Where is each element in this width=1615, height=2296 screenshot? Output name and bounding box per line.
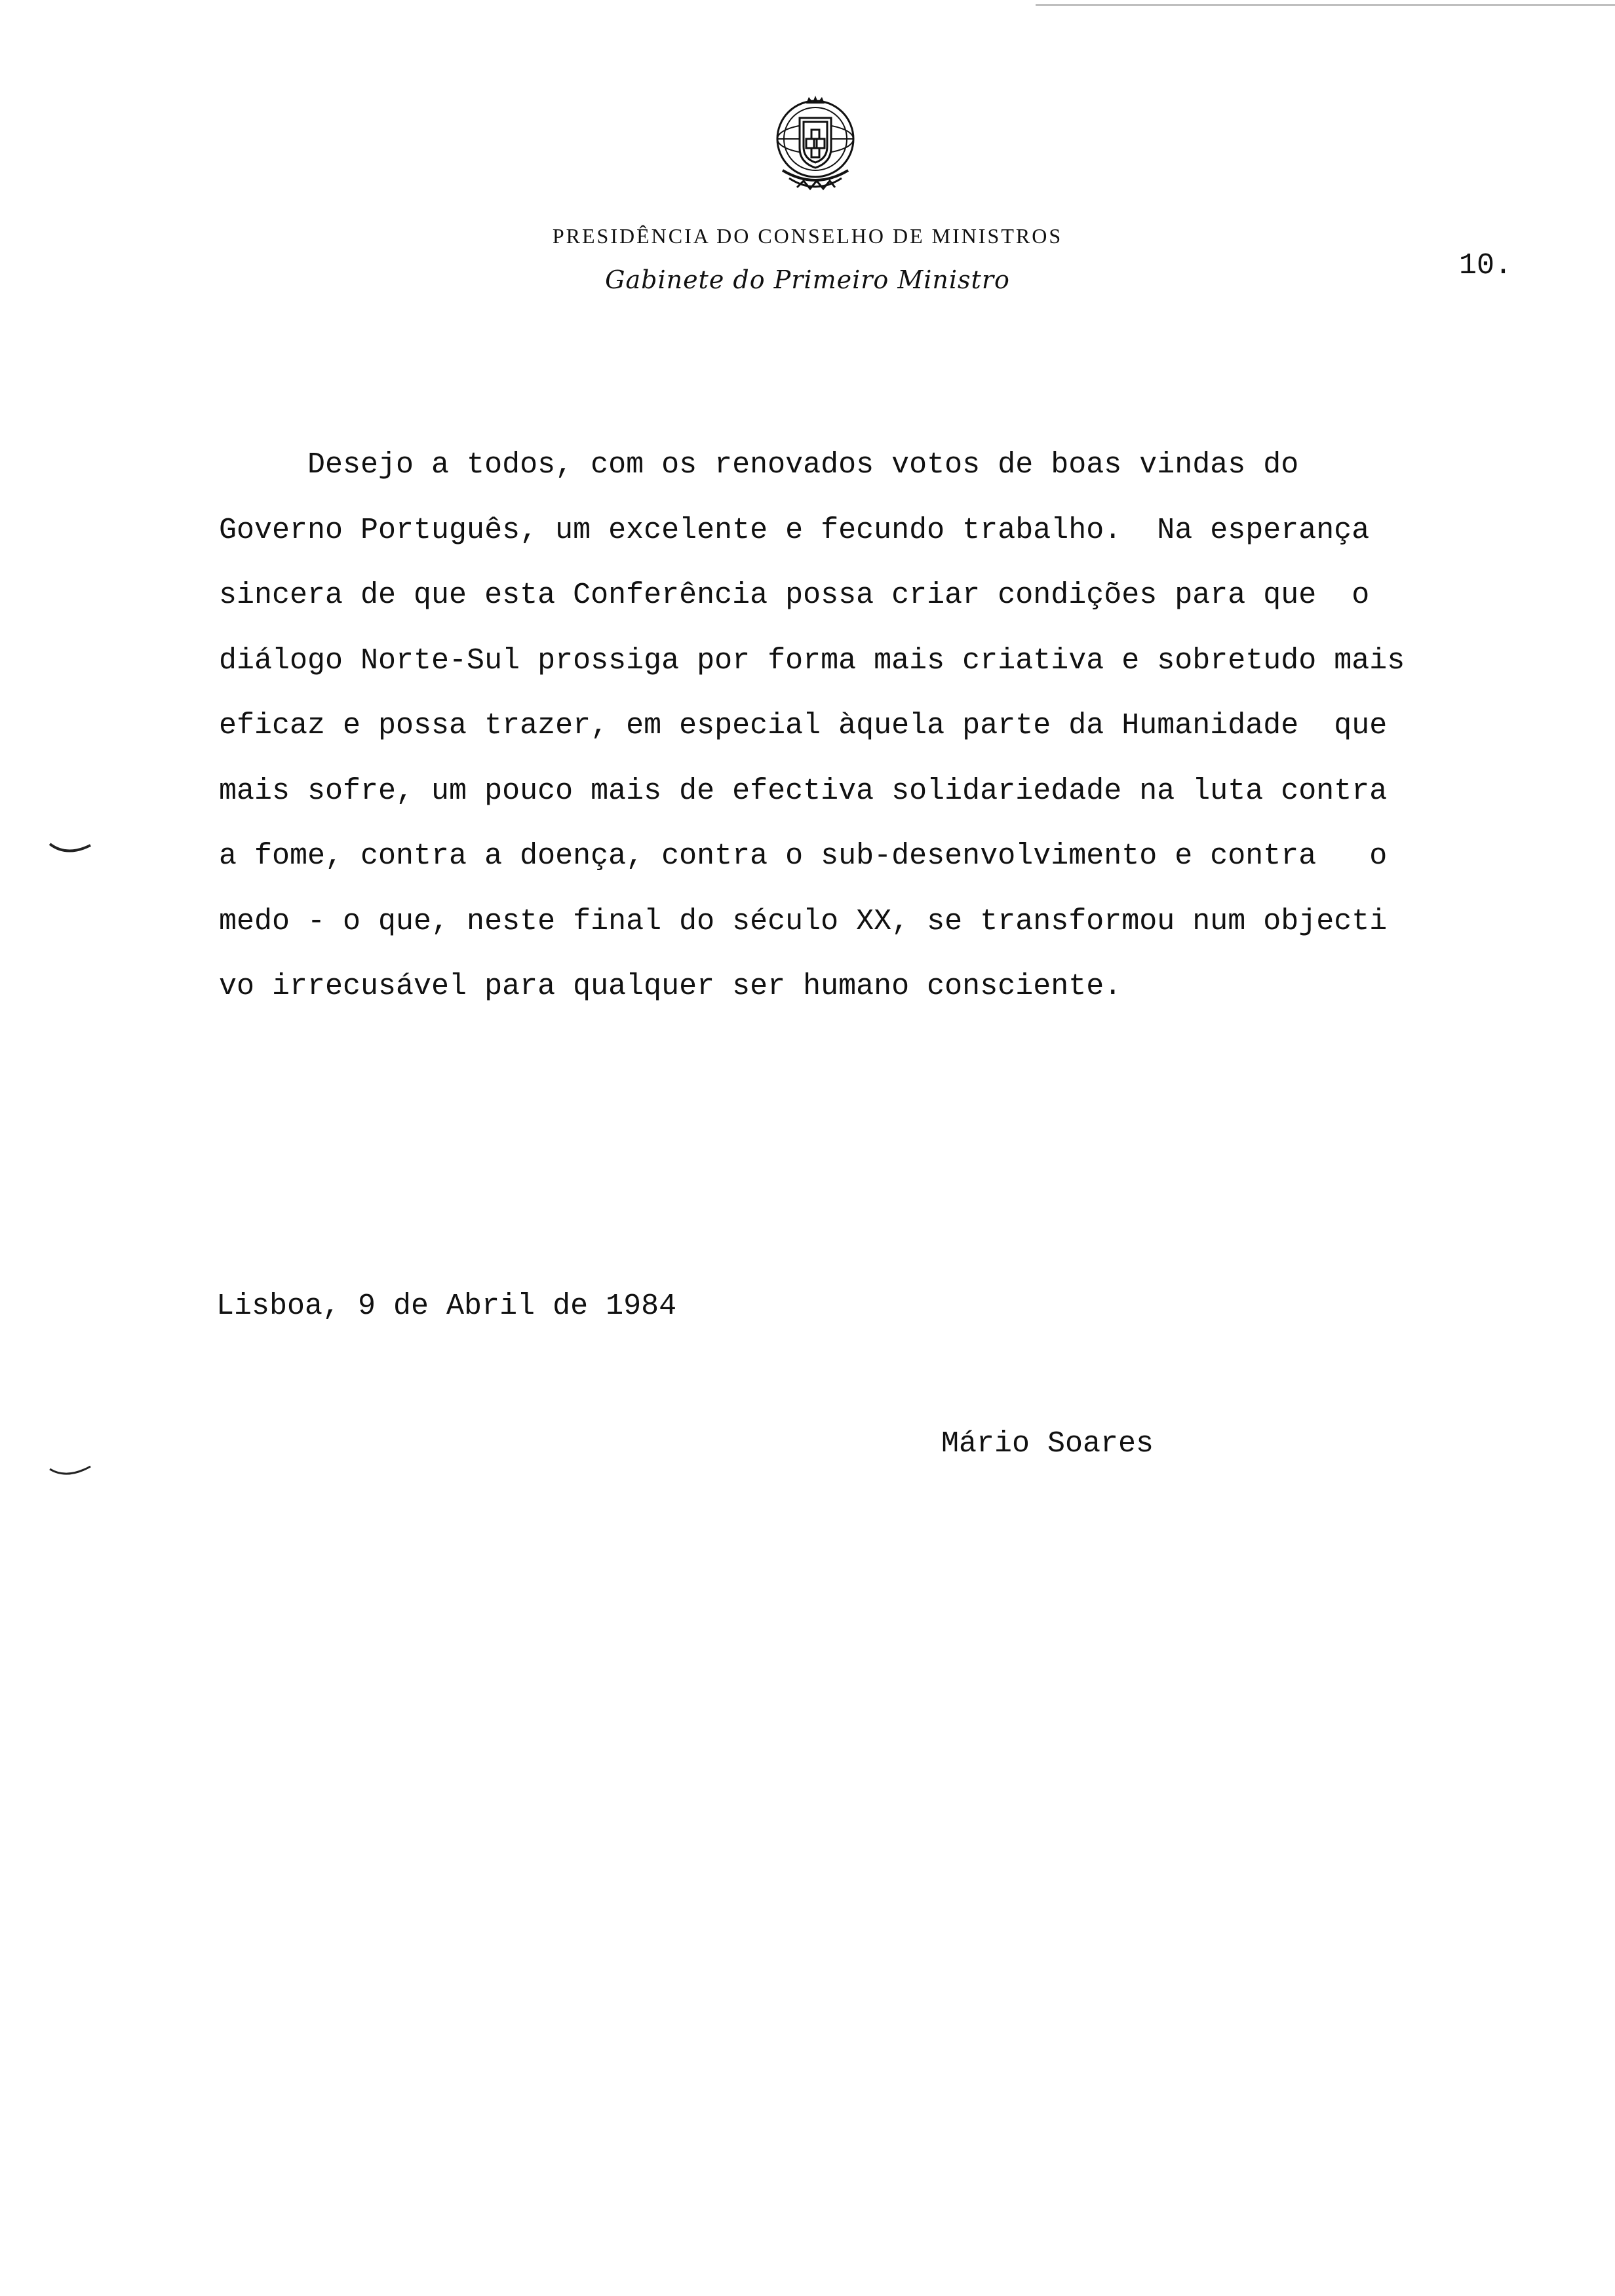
letterhead-subtitle: Gabinete do Primeiro Ministro	[605, 265, 1010, 294]
letterhead-title: PRESIDÊNCIA DO CONSELHO DE MINISTROS	[552, 224, 1063, 248]
body-line: Desejo a todos, com os renovados votos de boas vindas do	[219, 448, 1299, 482]
punch-hole-mark-icon	[47, 1463, 93, 1482]
date-line: Lisboa, 9 de Abril de 1984	[216, 1290, 677, 1323]
body-line: Governo Português, um excelente e fecundo trabalho. Na esperança	[219, 513, 1370, 547]
body-line: mais sofre, um pouco mais de efectiva solidariedade na luta contra	[219, 774, 1388, 808]
letter-body	[219, 442, 1405, 1029]
body-line: sincera de que esta Conferência possa criar condições para que o	[219, 579, 1370, 612]
body-line: diálogo Norte-Sul prossiga por forma mais criativa e sobretudo mais	[219, 643, 1405, 678]
coat-of-arms-icon	[763, 92, 868, 203]
punch-hole-mark-icon	[47, 840, 93, 860]
body-line: a fome, contra a doença, contra o sub-desenvolvimento e contra o	[219, 839, 1388, 873]
body-line: vo irrecusável para qualquer ser humano consciente.	[219, 970, 1122, 1003]
top-edge-rule	[1036, 4, 1615, 6]
body-line: medo - o que, neste final do século XX, se transformou num objecti	[219, 904, 1388, 938]
body-line: eficaz e possa trazer, em especial àquela parte da Humanidade que	[219, 709, 1388, 742]
page-number: 10.	[1459, 249, 1513, 282]
signature-name: Mário Soares	[941, 1427, 1154, 1461]
